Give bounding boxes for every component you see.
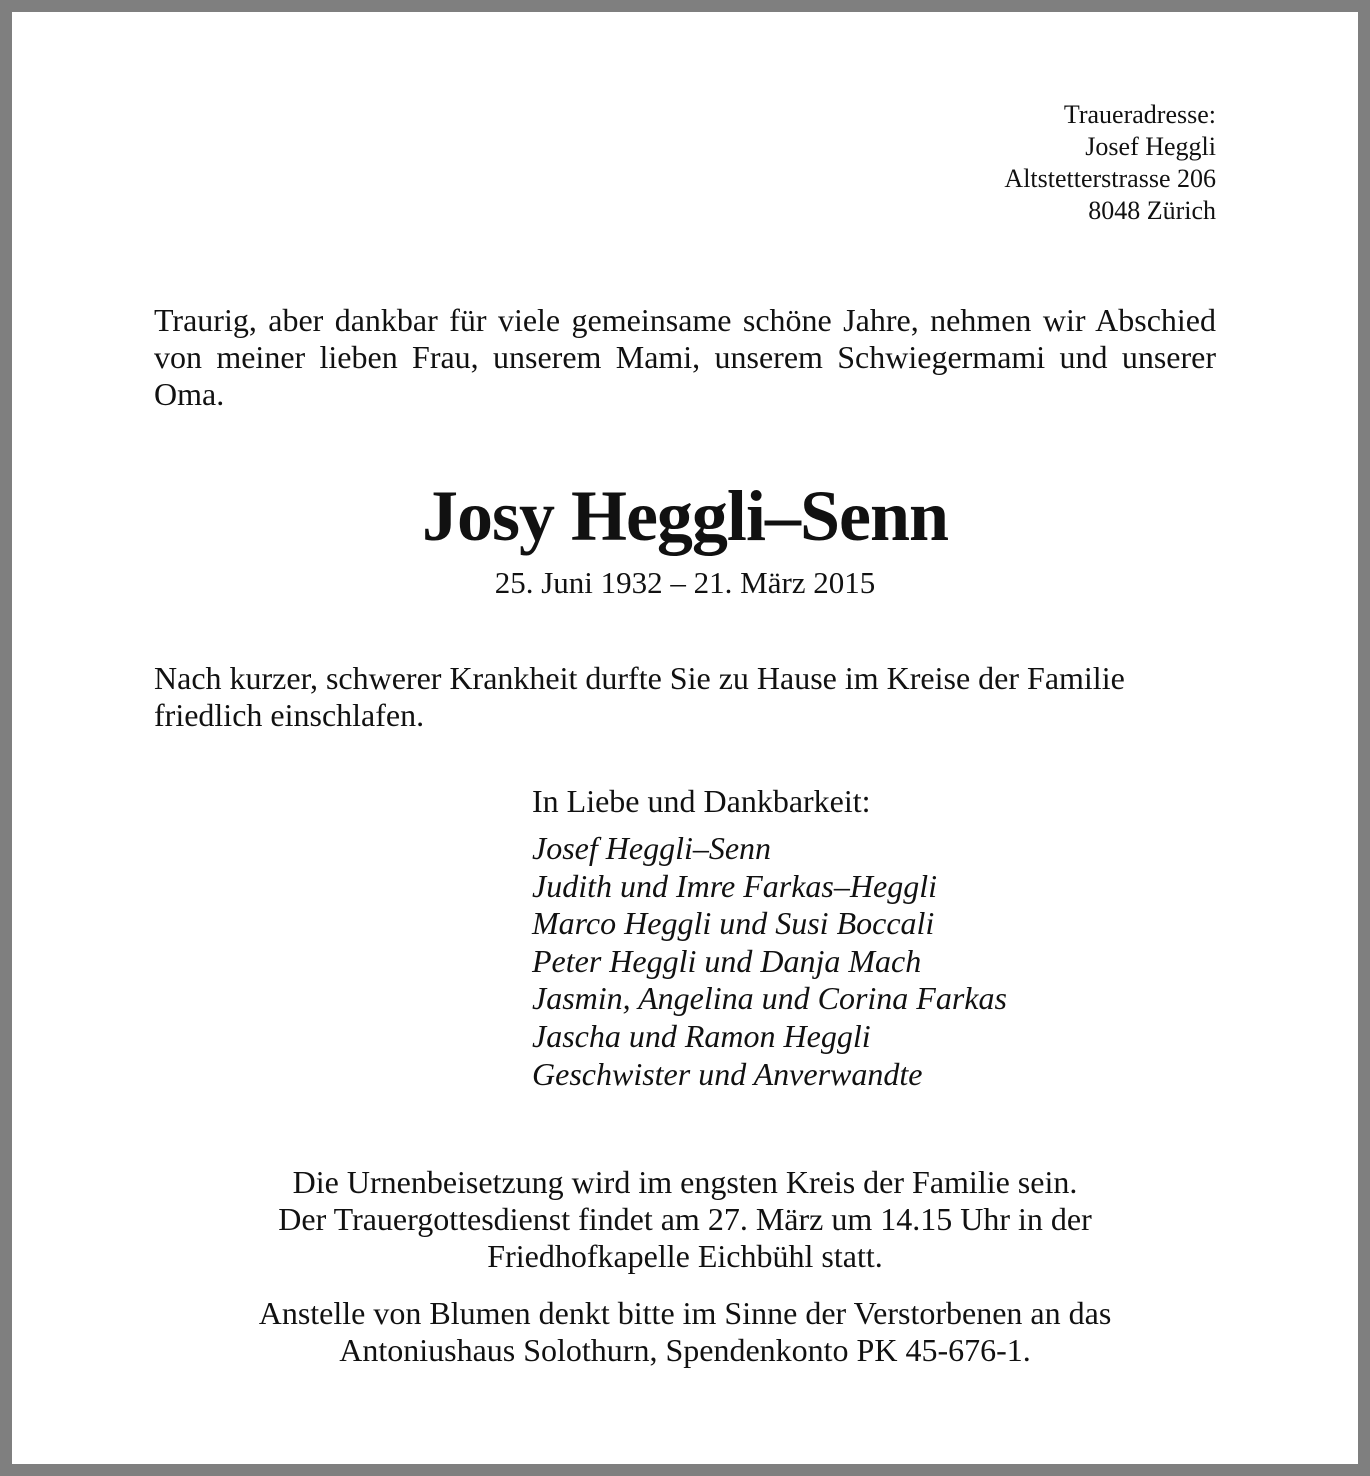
mourner-name: Judith und Imre Farkas–Heggli bbox=[532, 867, 937, 904]
service-info bbox=[12, 1164, 1358, 1275]
address-label: Traueradresse: bbox=[1063, 100, 1216, 129]
mourner-name: Jascha und Ramon Heggli bbox=[532, 1017, 871, 1054]
service-line: Die Urnenbeisetzung wird im engsten Kreis der Familie sein. bbox=[292, 1164, 1078, 1200]
mourning-address bbox=[1004, 99, 1216, 227]
mourner-name: Peter Heggli und Danja Mach bbox=[532, 942, 922, 979]
mourner-name: Geschwister und Anverwandte bbox=[532, 1055, 923, 1092]
mourners-list bbox=[532, 830, 1007, 1093]
address-street: Altstetterstrasse 206 bbox=[1004, 164, 1216, 193]
donation-line: Antoniushaus Solothurn, Spendenkonto PK 45-676-1. bbox=[339, 1332, 1031, 1368]
address-city: 8048 Zürich bbox=[1088, 196, 1216, 225]
mourner-name: Marco Heggli und Susi Boccali bbox=[532, 905, 935, 942]
service-line: Der Trauergottesdienst findet am 27. März um 14.15 Uhr in der bbox=[278, 1201, 1092, 1237]
mourner-name: Jasmin, Angelina und Corina Farkas bbox=[532, 980, 1007, 1017]
illness-paragraph: Nach kurzer, schwerer Krankheit durfte Sie zu Hause im Kreise der Familie friedlich einschlafen. bbox=[154, 660, 1125, 733]
mourner-name: Josef Heggli–Senn bbox=[532, 830, 772, 866]
life-dates: 25. Juni 1932 – 21. März 2015 bbox=[494, 565, 876, 600]
mourners-heading: In Liebe und Dankbarkeit: bbox=[532, 783, 871, 819]
service-line: Friedhofkapelle Eichbühl statt. bbox=[487, 1238, 883, 1274]
donation-info bbox=[12, 1295, 1358, 1369]
intro-paragraph: Traurig, aber dankbar für viele gemeinsame schöne Jahre, nehmen wir Abschied von meiner lieben Frau, unserem Mami, unserem Schwiegermami und unserer Oma. bbox=[154, 302, 1216, 412]
deceased-name: Josy Heggli–Senn bbox=[421, 476, 949, 556]
obituary-page bbox=[12, 12, 1358, 1464]
address-name: Josef Heggli bbox=[1085, 132, 1216, 161]
donation-line: Anstelle von Blumen denkt bitte im Sinne der Verstorbenen an das bbox=[258, 1295, 1112, 1331]
